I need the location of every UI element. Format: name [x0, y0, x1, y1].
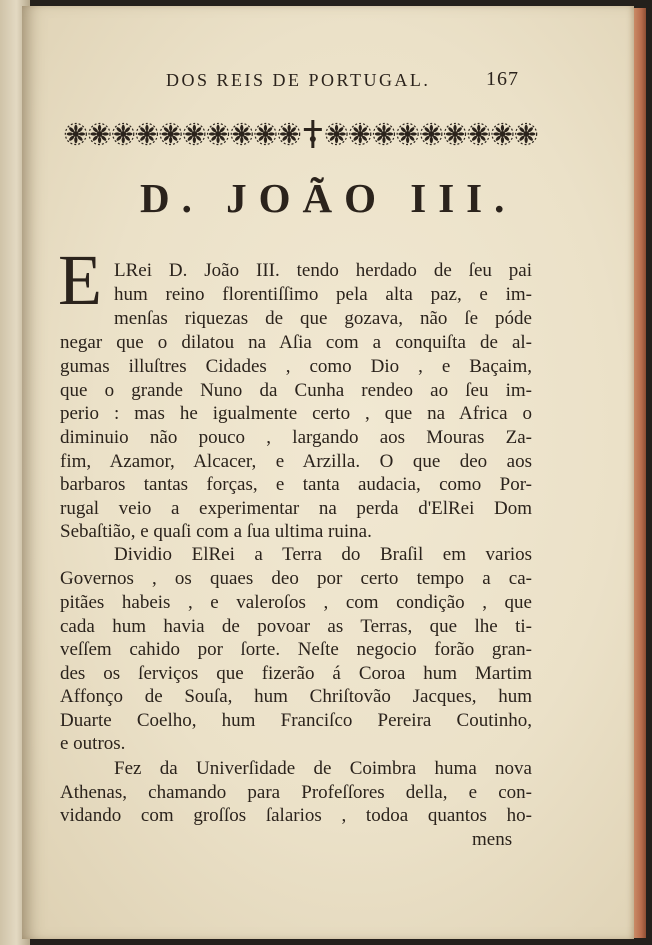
ornament-fleuron	[516, 124, 537, 145]
body-line-8: diminuio não pouco , largando aos Mouras Za-	[60, 427, 532, 448]
body-line-18: des os ſerviços que fizerão á Coroa hum Martim	[60, 663, 532, 684]
drop-cap: E	[58, 240, 102, 320]
ornament-fleuron	[492, 124, 513, 145]
body-line-13: Dividio ElRei a Terra do Braſil em varios	[114, 544, 532, 565]
ornament-fleuron	[350, 124, 371, 145]
ornament-fleuron	[231, 124, 252, 145]
body-line-3: menſas riquezas de que gozava, não ſe póde	[114, 308, 532, 329]
page-number: 167	[486, 68, 519, 90]
ornament-fleuron	[445, 124, 466, 145]
body-line-20: Duarte Coelho, hum Franciſco Pereira Coutinho,	[60, 710, 532, 731]
body-line-9: fim, Azamor, Alcacer, e Arzilla. O que deo aos	[60, 451, 532, 472]
body-line-15: pitães habeis , e valeroſos , com condição , que	[60, 592, 532, 613]
ornament-fleuron	[184, 124, 205, 145]
body-line-1: LRei D. João III. tendo herdado de ſeu pai	[114, 260, 532, 281]
ornament-fleuron	[421, 124, 442, 145]
body-line-14: Governos , os quaes deo por certo tempo a ca-	[60, 568, 532, 589]
body-line-5: gumas illuſtres Cidades , como Dio , e Baçaim,	[60, 356, 532, 377]
body-line-19: Affonço de Souſa, hum Chriſtovão Jacques, hum	[60, 686, 532, 707]
body-line-16: cada hum havia de povoar as Terras, que lhe ti-	[60, 616, 532, 637]
ornament-fleuron	[113, 124, 134, 145]
ornament-fleuron	[65, 124, 86, 145]
ornament-fleuron	[89, 124, 110, 145]
ornament-fleuron	[279, 124, 300, 145]
body-line-4: negar que o dilatou na Aſia com a conquiſta de al-	[60, 332, 532, 353]
body-line-21: e outros.	[60, 733, 126, 754]
body-line-10: barbaros tantas forças, e tanta audacia, como Por-	[60, 474, 532, 495]
body-line-22: Fez da Univerſidade de Coimbra huma nova	[114, 758, 532, 779]
ornament-fleuron	[304, 120, 322, 148]
ornament-fleuron	[397, 124, 418, 145]
ornament-fleuron	[468, 124, 489, 145]
catchword: mens	[472, 829, 513, 850]
ornament-fleuron	[136, 124, 157, 145]
body-line-24: vidando com groſſos ſalarios , todoa quantos ho-	[60, 805, 532, 826]
body-line-23: Athenas, chamando para Profeſſores della, e con-	[60, 782, 532, 803]
ornament-fleuron	[160, 124, 181, 145]
ornament-fleuron	[208, 124, 229, 145]
chapter-title: D. JOÃO III.	[140, 175, 517, 221]
body-line-2: hum reino florentiſſimo pela alta paz, e im-	[114, 284, 532, 305]
ornament-fleuron	[255, 124, 276, 145]
ornament-fleuron	[373, 124, 394, 145]
body-line-11: rugal veio a experimentar na perda d'ElRei Dom	[60, 498, 532, 519]
printer-ornament-band	[64, 117, 538, 151]
body-line-7: perio : mas he igualmente certo , que na Africa o	[60, 403, 532, 424]
running-head: DOS REIS DE PORTUGAL.	[166, 70, 431, 90]
body-line-6: que o grande Nuno da Cunha rendeo ao ſeu im-	[60, 380, 532, 401]
body-line-12: Sebaſtião, e quaſi com a ſua ultima ruina.	[60, 521, 372, 542]
ornament-fleuron	[326, 124, 347, 145]
page-edge-red	[634, 8, 646, 938]
body-line-17: veſſem cahido por ſorte. Neſte negocio forão gran-	[60, 639, 532, 660]
